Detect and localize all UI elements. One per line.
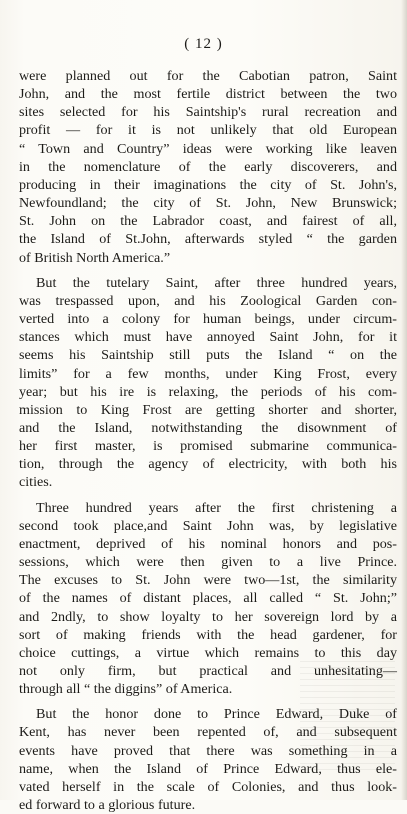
- text-line: choice cuttings, a virtue which remains to this day: [19, 644, 397, 661]
- text-line: mission to King Frost are getting shorter and shorter,: [19, 401, 397, 418]
- paragraph-2: [19, 274, 397, 492]
- text-line: her first master, is promised submarine communica-: [19, 438, 397, 455]
- text-line: events have proved that there was something in a: [19, 742, 397, 759]
- page-number: ( 12 ): [184, 36, 223, 52]
- text-line: and the Island, notwithstanding the disownment of: [19, 419, 397, 436]
- text-line: not only firm, but practical and unhesitating—: [19, 663, 397, 679]
- text-line: The excuses to St. John were two—1st, the similarity: [19, 572, 397, 589]
- text-line: second took place,and Saint John was, by legislative: [19, 517, 397, 534]
- text-line: profit — for it is not unlikely that old European: [19, 122, 397, 139]
- text-line: stances which must have annoyed Saint John, for it: [19, 329, 397, 346]
- text-line: tion, through the agency of electricity, with both his: [19, 456, 397, 473]
- text-line: was trespassed upon, and his Zoological Garden con-: [19, 292, 397, 309]
- body-text: [19, 67, 397, 814]
- text-line: of British North America.”: [19, 249, 171, 266]
- text-line: Newfoundland; the city of St. John, New Brunswick;: [19, 195, 397, 212]
- text-line: Kent, has never been repented of, and subsequent: [19, 724, 397, 741]
- text-line: in the nomenclature of the early discoverers, and: [19, 158, 397, 175]
- text-line: sessions, which were then given to a live Prince.: [19, 554, 397, 571]
- text-line: But the honor done to Prince Edward, Duke of: [36, 706, 397, 723]
- text-line: Three hundred years after the first christening a: [36, 499, 397, 516]
- page-edge-shadow: [401, 0, 407, 800]
- text-line: verted into a colony for human beings, under circum-: [19, 311, 397, 328]
- text-line: cities.: [19, 474, 53, 491]
- text-line: the Island of St.John, afterwards styled “ the garden: [19, 231, 397, 248]
- text-line: through all “ the diggins” of America.: [19, 681, 233, 698]
- paragraph-4: [19, 705, 397, 814]
- text-line: producing in their imaginations the city of St. John's,: [19, 176, 397, 193]
- text-line: enactment, deprived of his nominal honors and pos-: [19, 535, 397, 552]
- text-line: sites selected for his Saintship's rural recreation and: [19, 104, 397, 121]
- text-line: and 2ndly, to show loyalty to her sovereign lord by a: [19, 608, 397, 625]
- text-line: vated herself in the scale of Colonies, and thus look-: [19, 778, 397, 795]
- text-line: limits” for a few months, under King Frost, every: [19, 365, 397, 382]
- paragraph-3: [19, 499, 397, 699]
- paragraph-1: [19, 67, 397, 267]
- text-line: seems his Saintship still puts the Island “ on the: [19, 347, 397, 364]
- text-line: ed forward to a glorious future.: [19, 797, 196, 814]
- text-line: sort of making friends with the head gardener, for: [19, 626, 397, 643]
- text-line: But the tutelary Saint, after three hundred years,: [36, 274, 397, 291]
- text-line: year; but his ire is relaxing, the periods of his com-: [19, 383, 397, 400]
- text-line: name, when the Island of Prince Edward, thus ele-: [19, 760, 397, 777]
- text-line: of the names of distant places, all called “ St. John;”: [19, 590, 397, 607]
- text-line: “ Town and Country” ideas were working like leaven: [19, 140, 397, 157]
- text-line: were planned out for the Cabotian patron, Saint: [19, 68, 397, 84]
- text-line: St. John on the Labrador coast, and fairest of all,: [19, 213, 397, 230]
- text-line: John, and the most fertile district between the two: [19, 86, 397, 103]
